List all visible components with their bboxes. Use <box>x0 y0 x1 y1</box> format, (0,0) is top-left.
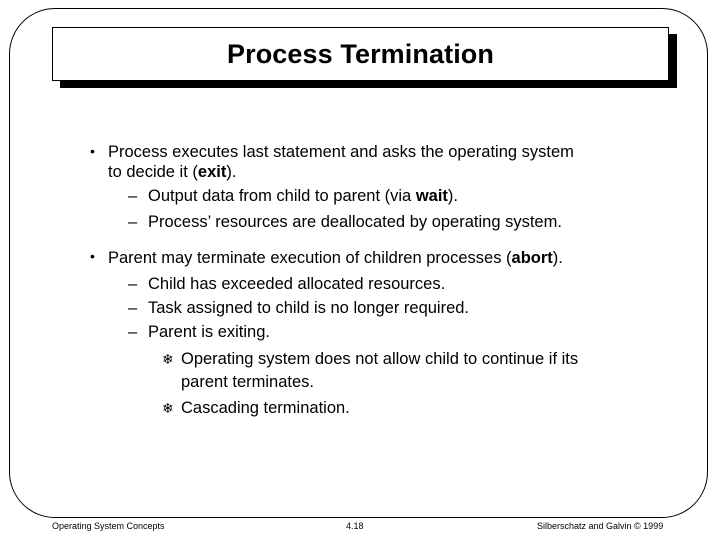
bullet-2-sub-3-a-line-2: parent terminates. <box>181 373 314 391</box>
dash-marker: – <box>128 213 138 231</box>
snowflake-icon: ❄ <box>162 351 174 367</box>
bullet-dot: • <box>90 248 95 264</box>
keyword-exit: exit <box>197 163 227 181</box>
footer-page-number: 4.18 <box>346 521 364 531</box>
keyword-abort: abort <box>511 249 553 267</box>
dash-marker: – <box>128 323 138 341</box>
text-run: to decide it ( <box>108 163 198 181</box>
bullet-2-sub-3-b: Cascading termination. <box>181 399 350 417</box>
footer-course: Operating System Concepts <box>52 521 165 531</box>
bullet-1-line-2 <box>108 162 236 182</box>
bullet-dot: • <box>90 143 95 159</box>
bullet-1-line-1: Process executes last statement and asks the operating system <box>108 143 574 161</box>
text-run: Parent may terminate execution of children processes ( <box>108 249 512 267</box>
bullet-2-line-1 <box>108 248 563 268</box>
bullet-2-sub-3: Parent is exiting. <box>148 323 270 341</box>
dash-marker: – <box>128 275 138 293</box>
footer-credit: Silberschatz and Galvin © 1999 <box>537 521 664 531</box>
keyword-wait: wait <box>415 187 448 205</box>
text-run: ). <box>447 187 458 205</box>
dash-marker: – <box>128 299 138 317</box>
bullet-1-sub-2: Process’ resources are deallocated by operating system. <box>148 213 562 231</box>
text-run: ). <box>226 163 237 181</box>
snowflake-icon: ❄ <box>162 400 174 416</box>
bullet-2-sub-1: Child has exceeded allocated resources. <box>148 275 446 293</box>
slide-title: Process Termination <box>227 38 494 69</box>
bullet-1-sub-1 <box>148 186 458 206</box>
dash-marker: – <box>128 187 138 205</box>
text-run: Output data from child to parent (via <box>148 187 416 205</box>
bullet-2-sub-2: Task assigned to child is no longer required. <box>148 299 470 317</box>
bullet-2-sub-3-a-line-1: Operating system does not allow child to continue if its <box>181 350 579 368</box>
text-run: ). <box>552 249 563 267</box>
